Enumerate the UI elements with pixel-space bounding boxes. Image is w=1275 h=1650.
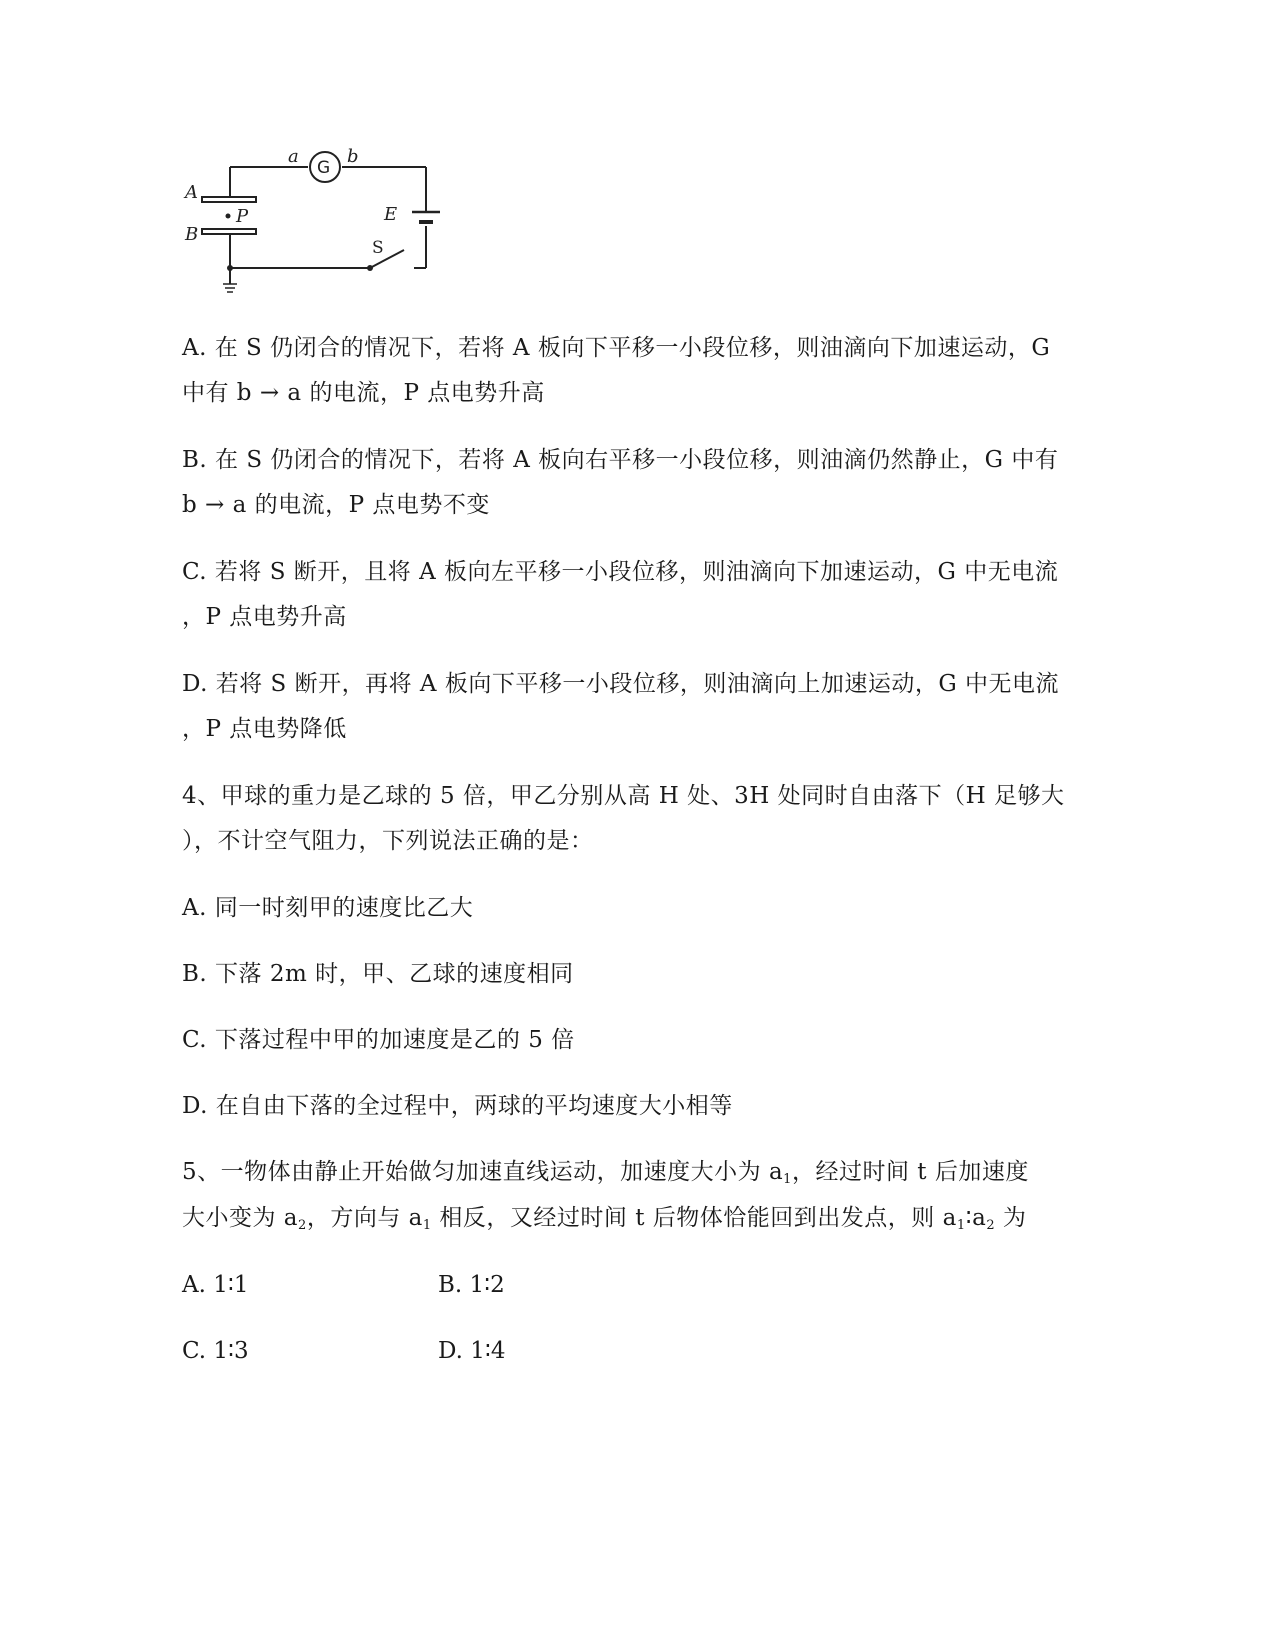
q4-option-a: A. 同一时刻甲的速度比乙大 — [182, 895, 474, 921]
q3-option-b-line1: B. 在 S 仍闭合的情况下，若将 A 板向右平移一小段位移，则油滴仍然静止，G 中有 — [182, 447, 1059, 473]
q4-option-c: C. 下落过程中甲的加速度是乙的 5 倍 — [182, 1027, 575, 1053]
q5-stem-text: ，方向与 a — [306, 1205, 423, 1231]
q4-option-d: D. 在自由下落的全过程中，两球的平均速度大小相等 — [182, 1093, 733, 1119]
q4-option-b: B. 下落 2m 时，甲、乙球的速度相同 — [182, 961, 574, 987]
q5-option-c: C. 1∶3 — [182, 1338, 249, 1364]
q4-stem-line2: ），不计空气阻力，下列说法正确的是： — [182, 828, 594, 854]
q3-option-d-line2: ，P 点电势降低 — [182, 716, 347, 742]
subscript: 2 — [986, 1218, 996, 1233]
q3-option-c-line1: C. 若将 S 断开，且将 A 板向左平移一小段位移，则油滴向下加速运动，G 中无电流 — [182, 559, 1059, 585]
subscript: 1 — [422, 1218, 432, 1233]
q3-option-b-line2: b → a 的电流，P 点电势不变 — [182, 492, 490, 518]
galvanometer-label: G — [317, 158, 331, 178]
label-b: b — [347, 146, 359, 167]
q5-stem-line2 — [182, 1203, 1082, 1241]
q5-option-b: B. 1∶2 — [438, 1272, 505, 1298]
capacitor-circuit-diagram — [180, 140, 480, 310]
label-plate-b: B — [185, 224, 199, 245]
q3-option-c-line2: ，P 点电势升高 — [182, 604, 347, 630]
label-a: a — [288, 146, 299, 167]
q5-option-a: A. 1∶1 — [182, 1272, 249, 1298]
subscript: 2 — [298, 1218, 307, 1233]
q4-stem-line1: 4、甲球的重力是乙球的 5 倍，甲乙分别从高 H 处、3H 处同时自由落下（H 足够大 — [182, 783, 1065, 809]
q5-stem-text: 5、一物体由静止开始做匀加速直线运动，加速度大小为 a — [182, 1159, 784, 1185]
subscript: 1 — [783, 1172, 792, 1187]
label-point-p: P — [236, 206, 249, 227]
q3-option-a-line2: 中有 b → a 的电流，P 点电势升高 — [182, 380, 545, 406]
q5-stem-text: 相反，又经过时间 t 后物体恰能回到出发点，则 a — [431, 1205, 957, 1231]
q5-stem-text: 大小变为 a — [182, 1205, 299, 1231]
q5-option-d: D. 1∶4 — [438, 1338, 506, 1364]
label-plate-a: A — [185, 182, 198, 203]
q5-stem-text: 为 — [995, 1205, 1027, 1231]
label-battery-e: E — [384, 204, 398, 225]
q3-option-d-line1: D. 若将 S 断开，再将 A 板向下平移一小段位移，则油滴向上加速运动，G 中无电流 — [182, 671, 1060, 697]
q3-option-a-line1: A. 在 S 仍闭合的情况下，若将 A 板向下平移一小段位移，则油滴向下加速运动，G — [182, 335, 1051, 361]
q5-stem-text: ∶a — [965, 1205, 987, 1231]
q5-stem-text: ，经过时间 t 后加速度 — [791, 1159, 1029, 1185]
q5-stem-line1 — [182, 1157, 1082, 1195]
subscript: 1 — [956, 1218, 966, 1233]
label-switch-s: S — [372, 238, 384, 258]
